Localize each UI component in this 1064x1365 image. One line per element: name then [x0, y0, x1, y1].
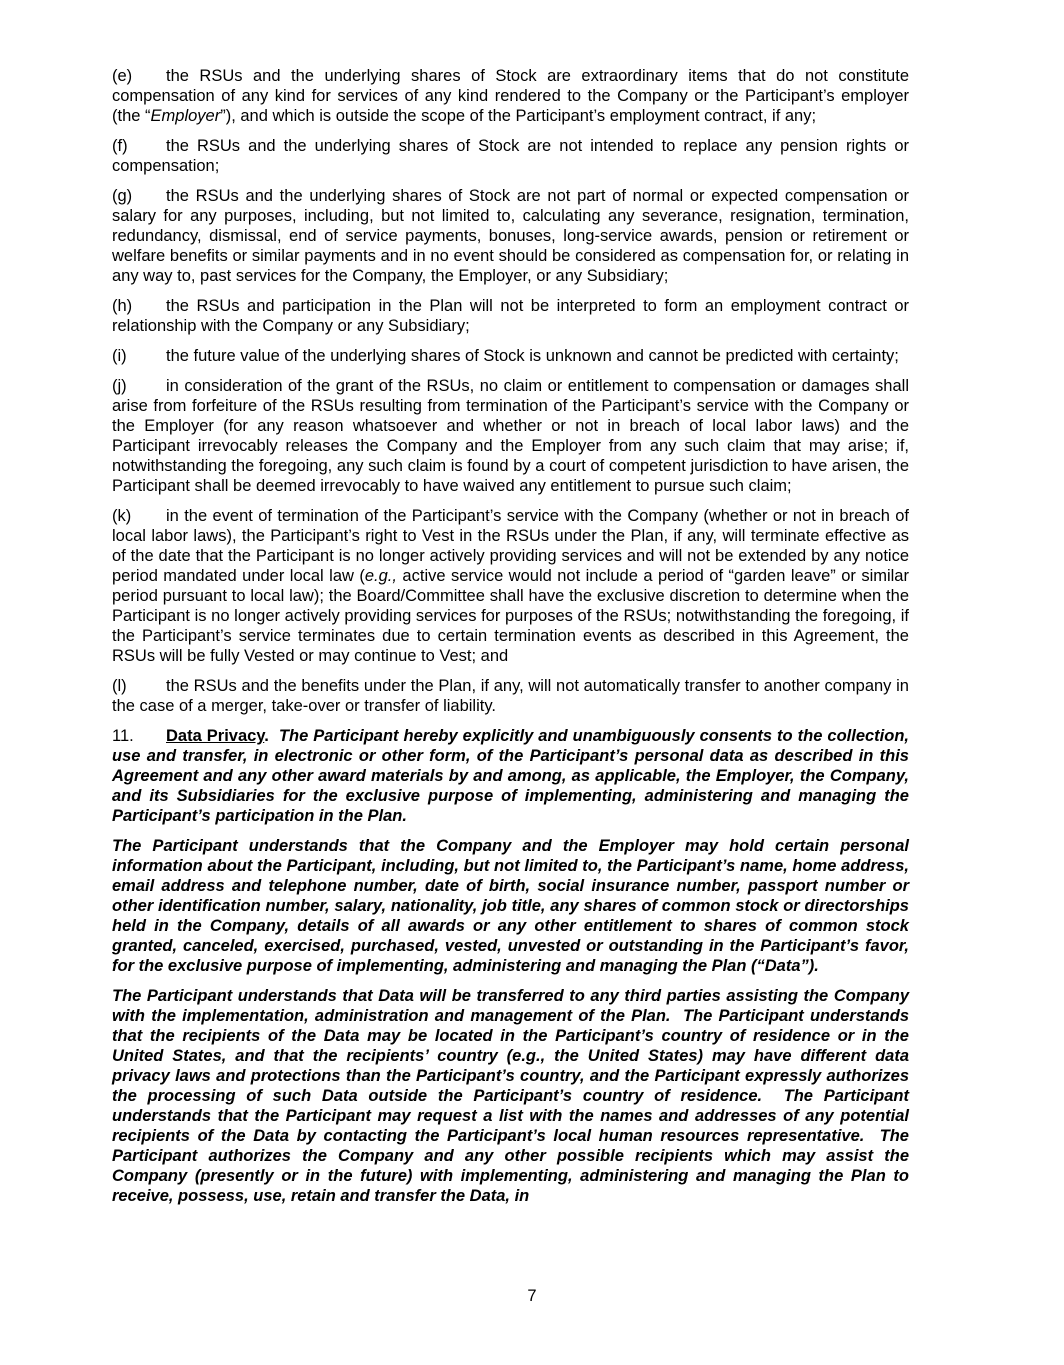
text-run: . — [264, 727, 269, 745]
text-run: Employer — [150, 107, 221, 125]
paragraph-label: (l) — [112, 677, 127, 695]
paragraph — [112, 726, 909, 826]
paragraph — [112, 346, 909, 366]
document-body — [112, 66, 909, 1216]
text-run: the RSUs and the underlying shares of Stock are not intended to replace any pension rights or compensation; — [112, 137, 909, 175]
paragraph-label: (i) — [112, 347, 127, 365]
text-run: The Participant hereby explicitly and unambiguously consents to the collection, use and transfer, in electronic or other form, of the Participant’s personal data as described in this Agreement and any other award materials by and among, as applicable, the Employer, the Company, and its Subsidiaries for the exclusive purpose of implementing, administering and managing the Participant’s participation in the Plan. — [112, 727, 910, 825]
paragraph-label: (e) — [112, 67, 133, 85]
paragraph — [112, 986, 909, 1206]
paragraph-label: (g) — [112, 187, 133, 205]
paragraph — [112, 676, 909, 716]
text-run: ”), and which is outside the scope of the Participant’s employment contract, if any; — [220, 107, 817, 125]
text-run: The Participant understands that the Company and the Employer may hold certain personal information about the Participant, including, but not limited to, the Participant’s name, home address, email address and telephone number, date of birth, social insurance number, passport number or other identification number, salary, nationality, job title, any shares of common stock or directorships held in the Company, details of all awards or any other entitlement to shares of common stock granted, canceled, exercised, purchased, vested, unvested or outstanding in the Participant’s favor, for the exclusive purpose of implementing, administering and managing the Plan (“Data”). — [112, 837, 909, 975]
text-run: Data Privacy — [166, 727, 265, 745]
paragraph — [112, 836, 909, 976]
paragraph-label: (f) — [112, 137, 128, 155]
text-run: in consideration of the grant of the RSUs, no claim or entitlement to compensation or damages shall arise from forfeiture of the RSUs resulting from termination of the Participant’s service with the Company or the Employer (for any reason whatsoever and whether or not in breach of local labor laws) and the Participant irrevocably releases the Company and the Employer from any such claim that may arise; if, notwithstanding the foregoing, any such claim is found by a court of competent jurisdiction to have arisen, the Participant shall be deemed irrevocably to have waived any entitlement to pursue such claim; — [112, 377, 909, 495]
text-run: The Participant understands that Data will be transferred to any third parties assisting the Company with the implementation, administration and management of the Plan. The Participant understands that the recipients of the Data may be located in the Participant’s country of residence or in the United States, and that the recipients’ country (e.g., the United States) may have different data privacy laws and protections than the Participant’s country, and the Participant expressly authorizes the processing of such Data outside the Participant’s country of residence. The Participant understands that the Participant may request a list with the names and addresses of any potential recipients of the Data by contacting the Participant’s local human resources representative. The Participant authorizes the Company and any other possible recipients which may assist the Company (presently or in the future) with implementing, administering and managing the Plan to receive, possess, use, retain and transfer the Data, in — [112, 987, 909, 1205]
text-run: active service would not include a period of “garden leave” or similar period pursuant to local law); the Board/Committee shall have the exclusive discretion to determine when the Participant is no longer actively providing services for purposes of the RSUs; notwithstanding the foregoing, if the Participant’s service terminates due to certain termination events as described in this Agreement, the RSUs will be fully Vested or may continue to Vest; and — [112, 567, 909, 665]
text-run: the RSUs and participation in the Plan will not be interpreted to form an employment contract or relationship with the Company or any Subsidiary; — [112, 297, 909, 335]
paragraph-label: (h) — [112, 297, 133, 315]
paragraph-label: 11. — [112, 727, 134, 745]
text-run: the RSUs and the underlying shares of Stock are not part of normal or expected compensation or salary for any purposes, including, but not limited to, calculating any severance, resignation, termination, redundancy, dismissal, end of service payments, bonuses, long-service awards, pension or retirement or welfare benefits or similar payments and in no event should be considered as compensation for, or relating in any way to, past services for the Company, the Employer, or any Subsidiary; — [112, 187, 909, 285]
text-run: in the event of termination of the Participant’s service with the Company (whether or not in breach of local labor laws), the Participant’s right to Vest in the RSUs under the Plan, if any, will terminate effective as of the date that the Participant is no longer actively providing services and will not be extended by any notice period mandated under local law ( — [112, 507, 909, 585]
paragraph-label: (j) — [112, 377, 127, 395]
paragraph-label: (k) — [112, 507, 132, 525]
paragraph — [112, 376, 909, 496]
paragraph — [112, 136, 909, 176]
text-run: the future value of the underlying shares of Stock is unknown and cannot be predicted with certainty; — [166, 347, 899, 365]
text-run: the RSUs and the benefits under the Plan, if any, will not automatically transfer to another company in the case of a merger, take-over or transfer of liability. — [112, 677, 909, 715]
paragraph — [112, 506, 909, 666]
page-number: 7 — [527, 1287, 537, 1305]
page-footer — [0, 1286, 1064, 1306]
text-run: e.g., — [364, 567, 397, 585]
paragraph — [112, 186, 909, 286]
paragraph — [112, 296, 909, 336]
text-run: the RSUs and the underlying shares of Stock are extraordinary items that do not constitute compensation of any kind for services of any kind rendered to the Company or the Participant’s employer (the “ — [112, 67, 909, 125]
paragraph — [112, 66, 909, 126]
